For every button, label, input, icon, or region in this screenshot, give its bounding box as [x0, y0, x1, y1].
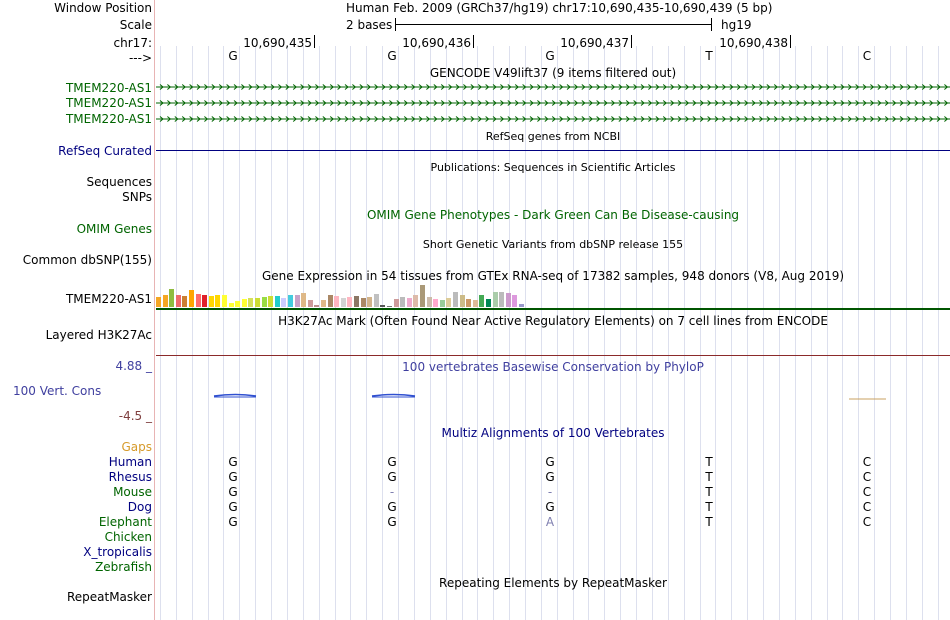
gtex-tissue-bars[interactable] [156, 284, 536, 307]
gtex-tissue-bar[interactable] [347, 297, 352, 307]
phylop-signal[interactable] [156, 390, 950, 404]
gtex-track-title[interactable]: Gene Expression in 54 tissues from GTEx RNA-seq of 17382 samples, 948 donors (V8, Aug 2019) [261, 269, 845, 283]
publications-snps-label[interactable]: SNPs [122, 190, 152, 204]
gtex-tissue-bar[interactable] [209, 296, 214, 307]
gtex-tissue-bar[interactable] [440, 300, 445, 307]
gtex-tissue-bar[interactable] [156, 297, 161, 307]
gtex-tissue-bar[interactable] [466, 299, 471, 307]
multiz-species-label[interactable]: Zebrafish [95, 560, 152, 574]
multiz-aligned-base: G [387, 470, 397, 484]
position-tick [473, 35, 474, 48]
reference-base[interactable]: T [705, 49, 713, 63]
gtex-tissue-bar[interactable] [499, 292, 504, 307]
gtex-tissue-bar[interactable] [354, 296, 359, 307]
gtex-tissue-bar[interactable] [281, 298, 286, 307]
gtex-tissue-bar[interactable] [479, 295, 484, 307]
gtex-tissue-bar[interactable] [407, 298, 412, 307]
label-divider [154, 0, 155, 620]
scale-text: 2 bases [346, 18, 393, 32]
omim-track-title[interactable]: OMIM Gene Phenotypes - Dark Green Can Be Disease-causing [366, 208, 740, 222]
gtex-tissue-bar[interactable] [169, 289, 174, 307]
gtex-tissue-bar[interactable] [202, 295, 207, 307]
gtex-tissue-bar[interactable] [176, 295, 181, 307]
multiz-aligned-base: A [545, 515, 555, 529]
gencode-transcript [156, 85, 950, 90]
gtex-tissue-bar[interactable] [400, 297, 405, 307]
gtex-tissue-bar[interactable] [189, 290, 194, 307]
multiz-aligned-base: - [547, 485, 553, 499]
multiz-aligned-base: T [705, 500, 713, 514]
gtex-tissue-bar[interactable] [275, 296, 280, 307]
gtex-tissue-bar[interactable] [321, 300, 326, 307]
position-tick-label: 10,690,436 [402, 36, 471, 50]
multiz-aligned-base: G [545, 455, 555, 469]
gtex-tissue-bar[interactable] [387, 306, 392, 307]
gtex-tissue-bar[interactable] [301, 293, 306, 307]
gtex-tissue-bar[interactable] [361, 298, 366, 307]
gtex-tissue-bar[interactable] [433, 299, 438, 307]
page-title: Human Feb. 2009 (GRCh37/hg19) chr17:10,690,435-10,690,439 (5 bp) [346, 1, 773, 15]
position-tick-label: 10,690,435 [243, 36, 312, 50]
multiz-aligned-base: T [705, 455, 713, 469]
multiz-aligned-base: T [705, 470, 713, 484]
gtex-tissue-bar[interactable] [493, 292, 498, 307]
gtex-tissue-bar[interactable] [380, 305, 385, 307]
gtex-tissue-bar[interactable] [215, 295, 220, 307]
gtex-tissue-bar[interactable] [420, 285, 425, 307]
refseq-gene-line[interactable] [156, 150, 950, 151]
multiz-aligned-base: C [862, 485, 872, 499]
multiz-aligned-base: G [387, 515, 397, 529]
gtex-tissue-bar[interactable] [314, 305, 319, 307]
gtex-tissue-bar[interactable] [182, 296, 187, 307]
gtex-tissue-bar[interactable] [341, 298, 346, 307]
chromosome-label: chr17: [113, 36, 152, 50]
gtex-tissue-bar[interactable] [512, 295, 517, 307]
multiz-species-label[interactable]: X_tropicalis [83, 545, 152, 559]
repeatmasker-track-title[interactable]: Repeating Elements by RepeatMasker [439, 576, 667, 590]
multiz-aligned-base: C [862, 455, 872, 469]
multiz-aligned-base: C [862, 470, 872, 484]
gtex-tissue-bar[interactable] [394, 299, 399, 307]
gtex-tissue-bar[interactable] [242, 299, 247, 307]
gtex-tissue-bar[interactable] [374, 294, 379, 307]
gtex-tissue-bar[interactable] [486, 299, 491, 307]
multiz-aligned-base: - [389, 485, 395, 499]
gtex-tissue-bar[interactable] [519, 304, 524, 307]
multiz-aligned-base: G [228, 515, 238, 529]
phylop-max-label: 4.88 _ [115, 359, 152, 373]
multiz-aligned-base: C [862, 500, 872, 514]
assembly-label: hg19 [721, 18, 752, 32]
gtex-tissue-bar[interactable] [473, 300, 478, 307]
gtex-tissue-bar[interactable] [235, 301, 240, 307]
multiz-aligned-base: G [228, 470, 238, 484]
position-tick-label: 10,690,438 [719, 36, 788, 50]
multiz-aligned-base: G [545, 500, 555, 514]
reference-base[interactable]: G [545, 49, 555, 63]
multiz-aligned-base: G [545, 470, 555, 484]
scale-ruler [395, 24, 711, 25]
gtex-tissue-bar[interactable] [163, 295, 168, 307]
reference-base[interactable]: G [387, 49, 397, 63]
scale-ruler-left-tick [395, 18, 396, 31]
multiz-species-label[interactable]: Elephant [98, 515, 152, 529]
refseq-track-title[interactable]: RefSeq genes from NCBI [485, 130, 621, 143]
multiz-track-title[interactable]: Multiz Alignments of 100 Vertebrates [441, 426, 665, 440]
position-tick [314, 35, 315, 48]
gtex-tissue-bar[interactable] [460, 295, 465, 307]
position-tick-label: 10,690,437 [560, 36, 629, 50]
gtex-tissue-bar[interactable] [268, 296, 273, 307]
gencode-item-label[interactable]: TMEM220-AS1 [65, 112, 152, 126]
multiz-species-label[interactable]: Dog [127, 500, 152, 514]
gencode-item-label[interactable]: TMEM220-AS1 [65, 96, 152, 110]
gencode-transcript [156, 101, 950, 106]
multiz-aligned-base: T [705, 515, 713, 529]
gencode-track-title[interactable]: GENCODE V49lift37 (9 items filtered out) [429, 66, 677, 80]
strand-label: ---> [128, 51, 152, 65]
gtex-gene-label[interactable]: TMEM220-AS1 [65, 292, 152, 306]
scale-label: Scale [119, 18, 152, 32]
gtex-tissue-bar[interactable] [229, 303, 234, 307]
gtex-tissue-bar[interactable] [367, 297, 372, 307]
repeatmasker-label[interactable]: RepeatMasker [66, 590, 152, 604]
gencode-transcript [156, 117, 950, 122]
multiz-aligned-base: T [705, 485, 713, 499]
multiz-gaps-label[interactable]: Gaps [121, 440, 152, 454]
gtex-tissue-bar[interactable] [248, 298, 253, 307]
multiz-aligned-base: G [228, 455, 238, 469]
gtex-baseline [156, 308, 950, 310]
multiz-species-label[interactable]: Chicken [104, 530, 152, 544]
gencode-transcripts[interactable] [156, 80, 950, 128]
multiz-aligned-base: G [387, 500, 397, 514]
publications-sequences-label[interactable]: Sequences [86, 175, 152, 189]
gtex-tissue-bar[interactable] [328, 295, 333, 307]
gtex-tissue-bar[interactable] [288, 295, 293, 307]
gtex-tissue-bar[interactable] [308, 300, 313, 307]
gtex-tissue-bar[interactable] [295, 295, 300, 307]
gtex-tissue-bar[interactable] [506, 293, 511, 307]
h3k27ac-signal-line [156, 355, 950, 356]
multiz-aligned-base: G [387, 455, 397, 469]
multiz-species-label[interactable]: Mouse [113, 485, 152, 499]
multiz-aligned-base: G [228, 485, 238, 499]
gtex-tissue-bar[interactable] [453, 292, 458, 307]
refseq-label[interactable]: RefSeq Curated [58, 144, 152, 158]
gtex-tissue-bar[interactable] [196, 294, 201, 307]
reference-base[interactable]: G [228, 49, 238, 63]
phylop-peak [214, 395, 256, 397]
omim-label[interactable]: OMIM Genes [76, 222, 152, 236]
multiz-aligned-base: C [862, 515, 872, 529]
gtex-tissue-bar[interactable] [255, 298, 260, 307]
dbsnp-label[interactable]: Common dbSNP(155) [22, 253, 152, 267]
phylop-peak [372, 395, 415, 397]
multiz-species-label[interactable]: Rhesus [108, 470, 152, 484]
phylop-label[interactable]: 100 Vert. Cons [13, 384, 102, 398]
window-position-label: Window Position [54, 1, 152, 15]
phylop-min-label: -4.5 _ [118, 409, 152, 423]
gencode-item-label[interactable]: TMEM220-AS1 [65, 81, 152, 95]
reference-base[interactable]: C [862, 49, 872, 63]
multiz-aligned-base: G [228, 500, 238, 514]
gtex-tissue-bar[interactable] [334, 296, 339, 307]
gtex-tissue-bar[interactable] [222, 295, 227, 307]
scale-ruler-right-tick [711, 18, 712, 31]
h3k27ac-label[interactable]: Layered H3K27Ac [45, 328, 152, 342]
gtex-tissue-bar[interactable] [413, 295, 418, 307]
position-tick [790, 35, 791, 48]
phylop-track-title[interactable]: 100 vertebrates Basewise Conservation by PhyloP [402, 360, 704, 374]
publications-track-title[interactable]: Publications: Sequences in Scientific Articles [430, 161, 676, 174]
gtex-tissue-bar[interactable] [262, 297, 267, 307]
multiz-species-label[interactable]: Human [108, 455, 152, 469]
gtex-tissue-bar[interactable] [427, 297, 432, 307]
gtex-tissue-bar[interactable] [446, 298, 451, 307]
position-tick [631, 35, 632, 48]
dbsnp-track-title[interactable]: Short Genetic Variants from dbSNP release 155 [422, 238, 684, 251]
h3k27ac-track-title[interactable]: H3K27Ac Mark (Often Found Near Active Regulatory Elements) on 7 cell lines from ENCODE [278, 314, 828, 328]
